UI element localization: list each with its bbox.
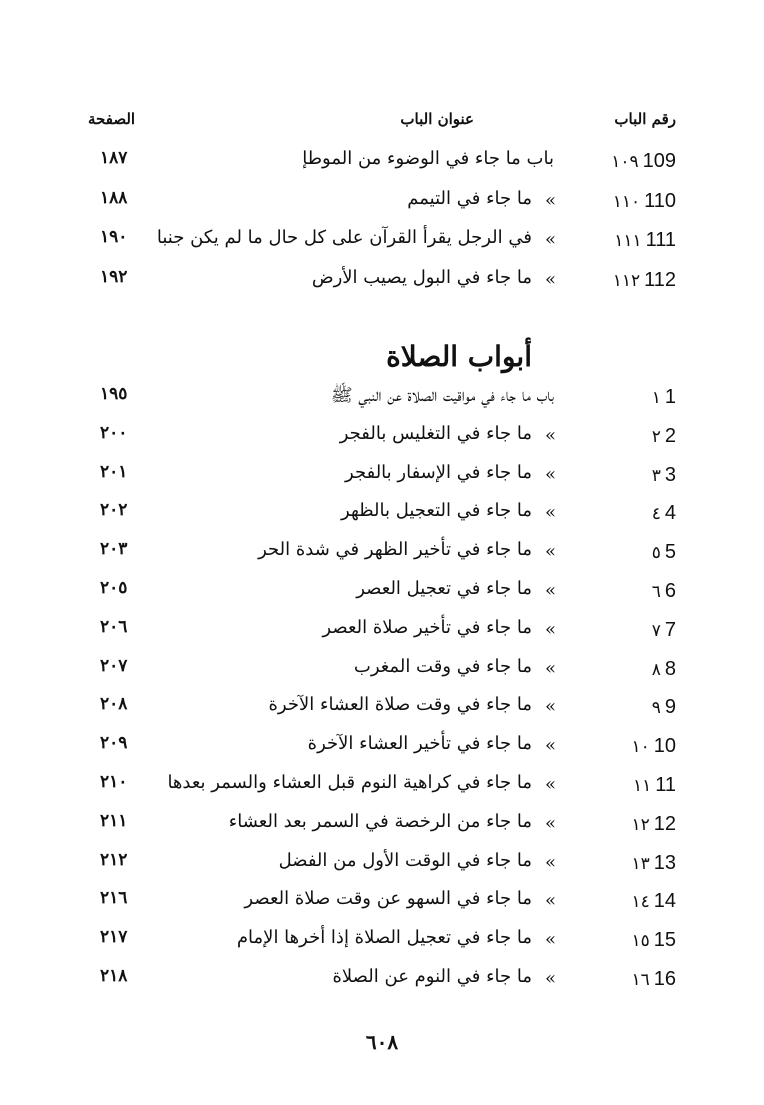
page-number: ٦٠٨: [365, 1030, 399, 1054]
chapter-title: ما جاء في تأخير العشاء الآخرة: [307, 733, 532, 755]
chapter-number-latin: 14: [653, 890, 676, 913]
chapter-number-latin: 9: [664, 696, 676, 719]
page-ref: ٢٠٧: [100, 655, 128, 676]
chapter-number-arabic: ٧: [651, 620, 661, 641]
page-ref: ٢٠٦: [100, 616, 128, 637]
chapter-number: [596, 578, 676, 603]
chapter-number-arabic: ١٦: [631, 970, 650, 990]
chapter-number-arabic: ٣: [651, 465, 661, 486]
chapter-title: ما جاء في تأخير صلاة العصر: [322, 616, 532, 638]
chapter-title: ما جاء من الرخصة في السمر بعد العشاء: [228, 810, 532, 832]
chapter-title: باب ما جاء في مواقيت الصلاة عن النبي ﷺ: [330, 385, 554, 406]
chapter-number-arabic: ٢: [651, 426, 661, 447]
toc-row: [0, 966, 764, 1000]
chapter-number: [596, 227, 676, 252]
header-page: الصفحة: [88, 110, 136, 128]
chapter-number-latin: 3: [664, 463, 676, 486]
toc-row: [0, 148, 764, 182]
toc-row: [0, 578, 764, 612]
ditto-mark: »: [544, 229, 556, 250]
toc-row: [0, 694, 764, 728]
toc-row: [0, 656, 764, 690]
ditto-mark: »: [544, 424, 556, 446]
page-ref: ١٩٢: [100, 266, 128, 287]
chapter-number-arabic: ١١٠: [612, 191, 641, 212]
section-title: أبواب الصلاة: [386, 340, 532, 373]
ditto-mark: »: [544, 929, 556, 951]
chapter-number-latin: 5: [664, 541, 676, 564]
chapter-number: [596, 733, 676, 758]
chapter-number-arabic: ١٠: [631, 737, 650, 758]
chapter-title: ما جاء في التيمم: [407, 187, 532, 209]
ditto-mark: »: [544, 696, 556, 718]
toc-row: [0, 733, 764, 767]
chapter-title: في الرجل يقرأ القرآن على كل حال ما لم يكن جنبا: [156, 227, 532, 248]
chapter-number-latin: 11: [655, 774, 676, 796]
ditto-mark: »: [544, 968, 556, 989]
page-ref: ١٨٧: [100, 148, 128, 168]
chapter-number-latin: 7: [664, 618, 676, 641]
chapter-number: [596, 772, 676, 797]
chapter-title: ما جاء في النوم عن الصلاة: [332, 966, 532, 987]
chapter-number-arabic: ١٢: [631, 814, 650, 835]
chapter-title: ما جاء في السهو عن وقت صلاة العصر: [244, 888, 532, 910]
page-ref: ١٩٠: [100, 227, 128, 247]
chapter-title: ما جاء في تعجيل الصلاة إذا أخرها الإمام: [236, 927, 532, 949]
chapter-title: ما جاء في وقت المغرب: [353, 655, 532, 677]
chapter-number-arabic: ١١: [632, 776, 652, 796]
ditto-mark: »: [544, 189, 556, 211]
chapter-number-arabic: ١٠٩: [611, 152, 639, 172]
toc-row: [0, 188, 764, 222]
page-ref: ٢٠٥: [100, 578, 128, 598]
chapter-number-latin: 8: [664, 657, 676, 680]
chapter-number-arabic: ١: [651, 388, 661, 408]
toc-row: [0, 539, 764, 573]
page-ref: ١٩٥: [100, 384, 128, 404]
page-ref: ٢١٠: [100, 772, 128, 792]
toc-row: [0, 850, 764, 884]
page-ref: ٢١٦: [100, 888, 128, 909]
chapter-title: ما جاء في الإسفار بالفجر: [345, 461, 532, 483]
chapter-number: [596, 267, 676, 292]
toc-row: [0, 227, 764, 261]
chapter-number: [596, 850, 676, 875]
chapter-number: [596, 462, 676, 487]
chapter-title: ما جاء في تأخير الظهر في شدة الحر: [258, 539, 532, 561]
chapter-number: [596, 188, 676, 213]
chapter-number: [596, 966, 676, 991]
ditto-mark: »: [544, 463, 556, 485]
ditto-mark: »: [544, 657, 556, 679]
chapter-number-latin: 109: [642, 150, 676, 172]
ditto-mark: »: [544, 268, 556, 290]
chapter-title: ما جاء في التعجيل بالظهر: [341, 500, 532, 522]
chapter-number: [596, 384, 676, 409]
page-ref: ٢٠٣: [100, 539, 128, 560]
toc-row: [0, 811, 764, 845]
chapter-number-latin: 110: [644, 189, 676, 212]
chapter-number: [596, 694, 676, 719]
chapter-number-arabic: ٦: [651, 582, 661, 602]
page-ref: ٢٠١: [100, 461, 128, 482]
ditto-mark: »: [544, 502, 556, 524]
chapter-number-arabic: ١٥: [631, 931, 650, 952]
chapter-number-arabic: ٤: [651, 504, 661, 525]
chapter-number-arabic: ١١١: [614, 231, 642, 251]
chapter-title: ما جاء في التغليس بالفجر: [339, 422, 532, 444]
header-chapter-number: رقم الباب: [614, 110, 676, 128]
toc-row: [0, 617, 764, 651]
chapter-title: ما جاء في البول يصيب الأرض: [311, 266, 532, 288]
chapter-title: باب ما جاء في الوضوء من الموطإ: [302, 148, 554, 169]
chapter-number-latin: 1: [664, 386, 676, 408]
chapter-number: [596, 423, 676, 448]
ditto-mark: »: [544, 580, 556, 601]
chapter-number-latin: 16: [653, 968, 676, 990]
page-ref: ٢١١: [100, 810, 128, 831]
ditto-mark: »: [544, 890, 556, 912]
page-ref: ١٨٨: [100, 187, 128, 208]
chapter-number-latin: 2: [664, 424, 676, 447]
chapter-number-arabic: ١٣: [631, 853, 650, 874]
page-ref: ٢١٧: [100, 927, 128, 948]
chapter-number-latin: 112: [644, 268, 676, 291]
chapter-number-latin: 12: [653, 812, 676, 835]
chapter-number: [596, 811, 676, 836]
chapter-number-latin: 10: [653, 735, 676, 758]
toc-row: [0, 384, 764, 418]
chapter-title: ما جاء في كراهية النوم قبل العشاء والسمر بعدها: [167, 772, 532, 793]
toc-row: [0, 267, 764, 301]
chapter-title: ما جاء في وقت صلاة العشاء الآخرة: [268, 694, 532, 716]
ditto-mark: »: [544, 618, 556, 640]
ditto-mark: »: [544, 774, 556, 795]
chapter-number: [596, 656, 676, 681]
chapter-number-latin: 4: [664, 502, 676, 525]
chapter-number: [596, 539, 676, 564]
chapter-number-arabic: ٥: [651, 543, 661, 564]
ditto-mark: »: [544, 851, 556, 873]
chapter-number: [596, 500, 676, 525]
chapter-number: [596, 888, 676, 913]
toc-row: [0, 927, 764, 961]
header-chapter-title: عنوان الباب: [400, 110, 474, 128]
page-ref: ٢١٢: [100, 849, 128, 870]
chapter-number-arabic: ١١٢: [612, 270, 641, 291]
toc-row: [0, 888, 764, 922]
chapter-number-arabic: ١٤: [631, 892, 650, 913]
chapter-number: [596, 148, 676, 173]
ditto-mark: »: [544, 735, 556, 757]
chapter-number: [596, 927, 676, 952]
chapter-title: ما جاء في الوقت الأول من الفضل: [278, 849, 532, 871]
page-ref: ٢٠٠: [100, 422, 128, 443]
page-ref: ٢٠٩: [100, 733, 128, 754]
toc-row: [0, 462, 764, 496]
chapter-title: ما جاء في تعجيل العصر: [356, 578, 532, 599]
ditto-mark: »: [544, 541, 556, 563]
chapter-number-latin: 15: [653, 929, 676, 952]
toc-row: [0, 500, 764, 534]
page-ref: ٢١٨: [100, 966, 128, 986]
ditto-mark: »: [544, 812, 556, 834]
page-ref: ٢٠٢: [100, 500, 128, 521]
chapter-number-latin: 111: [645, 229, 676, 251]
chapter-number-arabic: ٩: [651, 698, 661, 719]
chapter-number-latin: 6: [664, 580, 676, 602]
toc-row: [0, 772, 764, 806]
chapter-number: [596, 617, 676, 642]
chapter-number-latin: 13: [653, 851, 676, 874]
chapter-number-arabic: ٨: [651, 659, 661, 680]
page-ref: ٢٠٨: [100, 694, 128, 715]
toc-row: [0, 423, 764, 457]
